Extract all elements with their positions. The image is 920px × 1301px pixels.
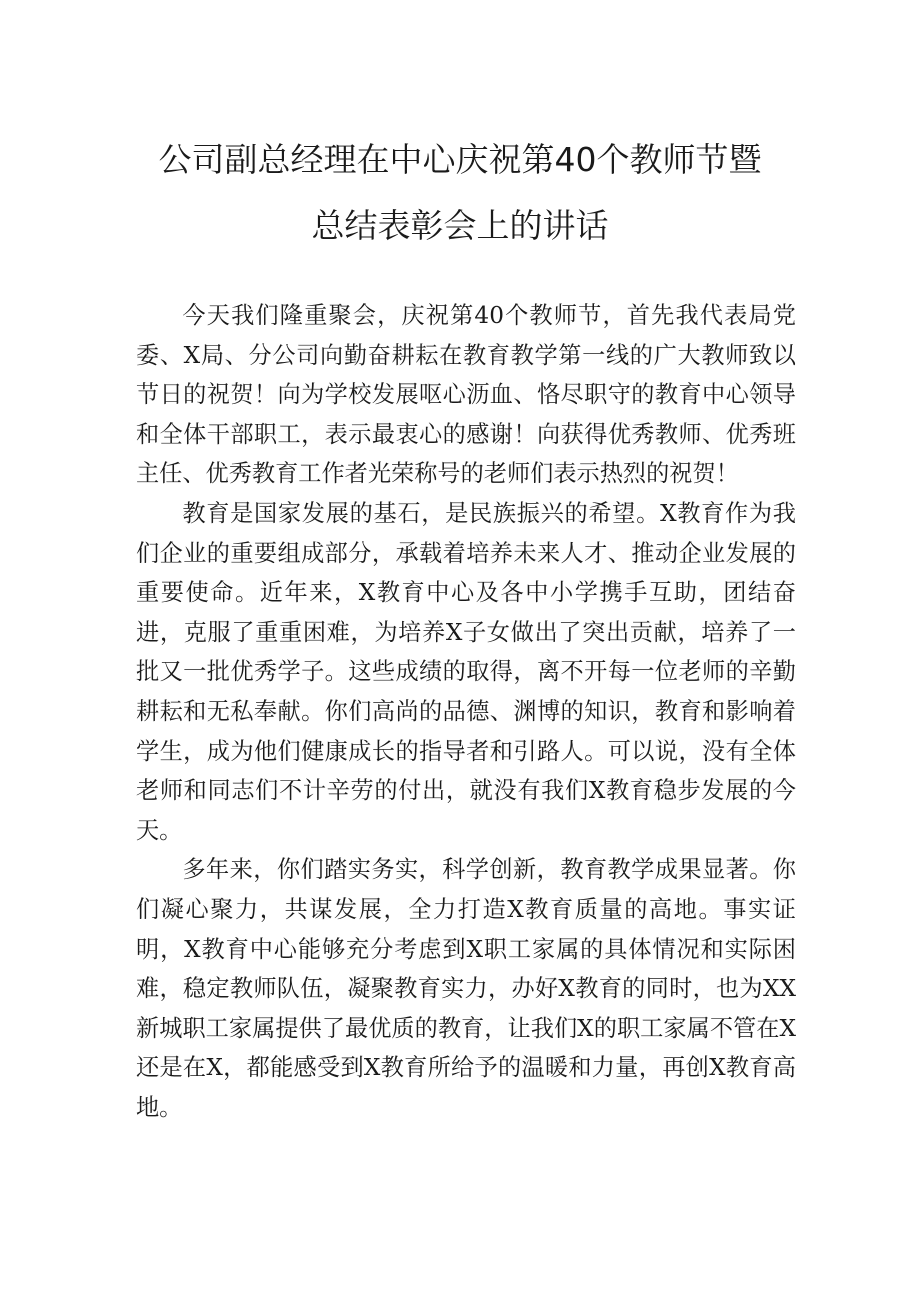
document-title-line-1: 公司副总经理在中心庆祝第40个教师节暨 [158, 140, 762, 179]
paragraph-1: 今天我们隆重聚会，庆祝第40个教师节，首先我代表局党委、X局、分公司向勤奋耕耘在教育教学第一线的广大教师致以节日的祝贺！向为学校发展呕心沥血、恪尽职守的教育中心领导和全体干部职工，表示最衷心的感谢！向获得优秀教师、优秀班主任、优秀教育工作者光荣称号的老师们表示热烈的祝贺！ [136, 302, 796, 488]
document-body [136, 296, 796, 1127]
paragraph-2: 教育是国家发展的基石，是民族振兴的希望。X教育作为我们企业的重要组成部分，承载着培养未来人才、推动企业发展的重要使命。近年来，X教育中心及各中小学携手互助，团结奋进，克服了重重困难，为培养X子女做出了突出贡献，培养了一批又一批优秀学子。这些成绩的取得，离不开每一位老师的辛勤耕耘和无私奉献。你们高尚的品德、渊博的知识，教育和影响着学生，成为他们健康成长的指导者和引路人。可以说，没有全体老师和同志们不计辛劳的付出，就没有我们X教育稳步发展的今天。 [136, 499, 796, 844]
paragraph-3: 多年来，你们踏实务实，科学创新，教育教学成果显著。你们凝心聚力，共谋发展，全力打造X教育质量的高地。事实证明，X教育中心能够充分考虑到X职工家属的具体情况和实际困难，稳定教师队伍，凝聚教育实力，办好X教育的同时，也为XX新城职工家属提供了最优质的教育，让我们X的职工家属不管在X还是在X，都能感受到X教育所给予的温暖和力量，再创X教育高地。 [136, 856, 796, 1121]
document-title-line-2: 总结表彰会上的讲话 [311, 206, 609, 245]
